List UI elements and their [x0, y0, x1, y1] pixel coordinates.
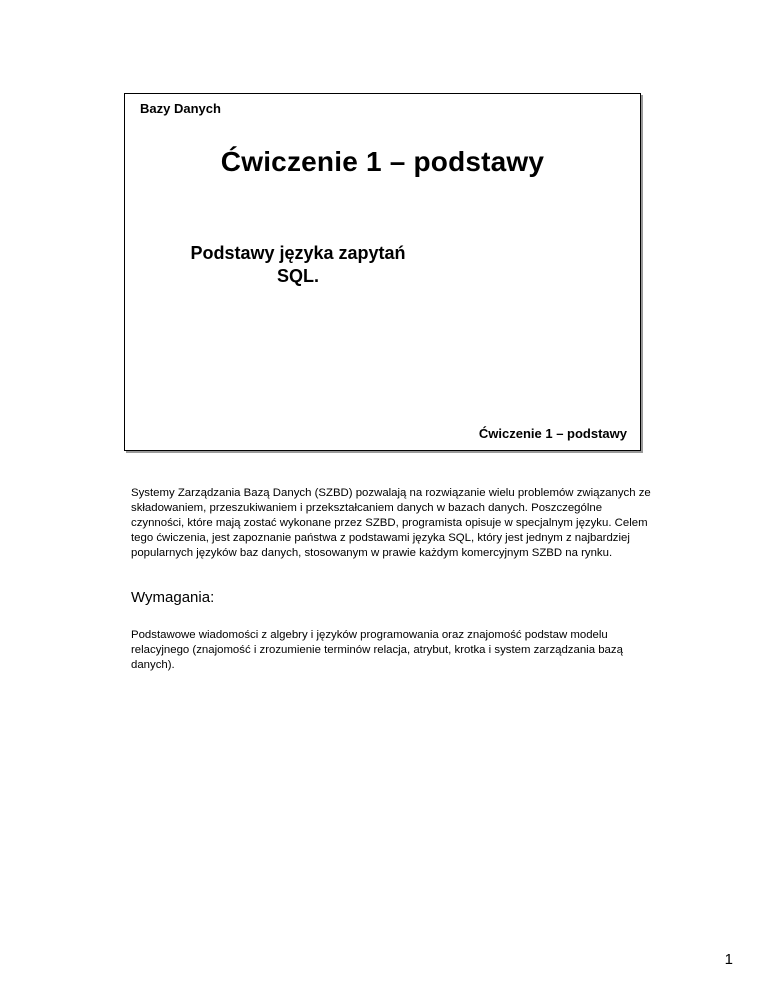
requirements-paragraph: Podstawowe wiadomości z algebry i języków programowania oraz znajomość podstaw modelu relacyjnego (znajomość i zrozumienie terminów relacja, atrybut, krotka i system zarządzania bazą danych).: [131, 629, 623, 671]
slide-subtitle-line: SQL.: [276, 266, 319, 286]
slide-subtitle-line: Podstawy języka zapytań: [190, 243, 406, 263]
slide-title: Ćwiczenie 1 – podstawy: [220, 146, 545, 177]
requirements-heading: Wymagania:: [131, 589, 215, 606]
slide-subtitle: [173, 242, 423, 288]
slide-frame: [124, 93, 641, 451]
page-number: 1: [724, 951, 733, 968]
slide-footer: Ćwiczenie 1 – podstawy: [478, 426, 627, 441]
intro-paragraph: Systemy Zarządzania Bazą Danych (SZBD) pozwalają na rozwiązanie wielu problemów związanych ze składowaniem, przeszukiwaniem i przekształcaniem danych w bazach danych. Poszczególne czynności, które mają zostać wykonane przez SZBD, programista opisuje w specjalnym języku. Celem tego ćwiczenia, jest zapoznanie państwa z podstawami języka SQL, który jest jednym z najbardziej popularnych języków baz danych, stosowanym w prawie każdym komercyjnym SZBD na rynku.: [131, 487, 651, 559]
slide-header: Bazy Danych: [140, 101, 221, 116]
